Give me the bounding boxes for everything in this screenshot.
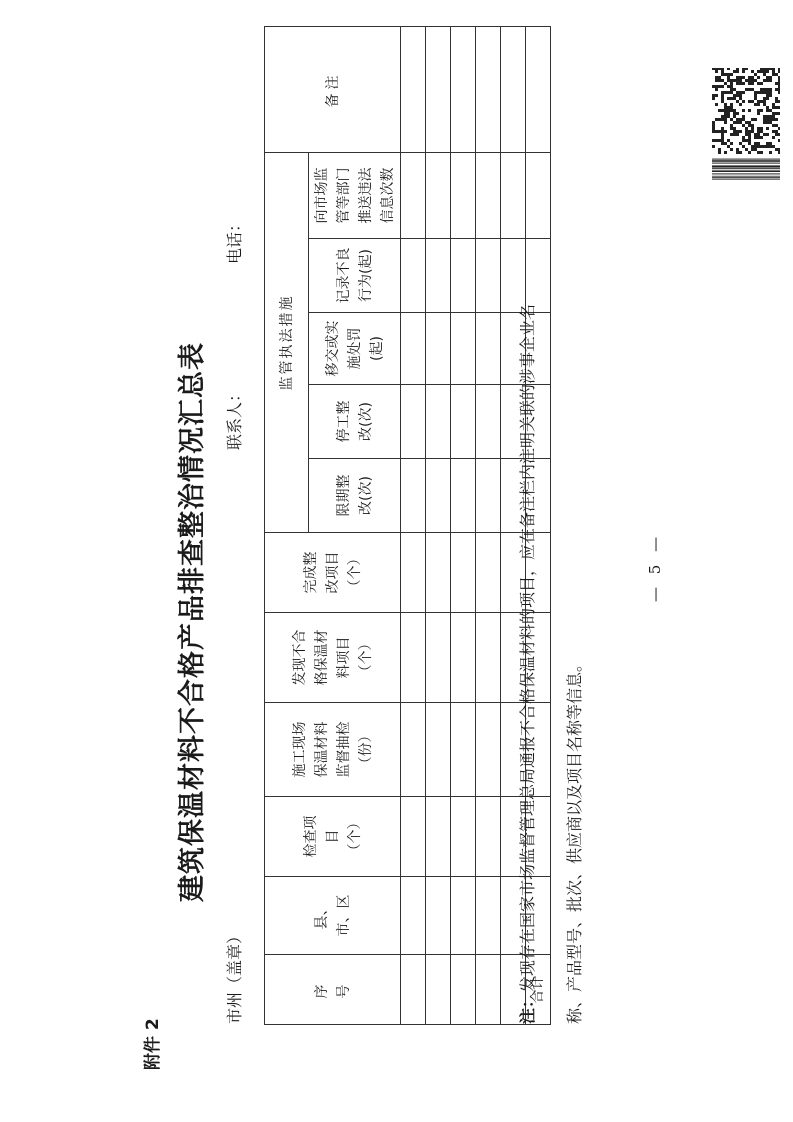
table-cell (451, 533, 476, 613)
table-cell (476, 385, 501, 459)
table-cell (476, 955, 501, 1025)
table-cell (401, 239, 426, 313)
table-cell (451, 313, 476, 385)
table-cell (426, 797, 451, 877)
table-cell (476, 27, 501, 153)
header-remarks: 备注 (265, 27, 401, 153)
header-check-projects: 检查项目（个） (265, 797, 401, 877)
total-label: 合计 (526, 955, 551, 1025)
table-cell (451, 239, 476, 313)
table-cell (426, 459, 451, 533)
table-cell (526, 153, 551, 239)
table-cell (401, 385, 426, 459)
note-prefix: 注： (518, 991, 537, 1024)
header-bad-record: 记录不良行为(起) (309, 239, 401, 313)
header-site-sampling: 施工现场保温材料监督抽检（份） (265, 703, 401, 797)
table-row (401, 27, 426, 1025)
header-county: 县、市、区 (265, 877, 401, 955)
header-completed-projects: 完成整改项目（个） (265, 533, 401, 613)
table-cell (476, 797, 501, 877)
table-cell (476, 613, 501, 703)
table-cell (476, 239, 501, 313)
table-cell (426, 153, 451, 239)
annex-label: 附件 2 (143, 1018, 163, 1070)
table-cell (401, 313, 426, 385)
table-cell (451, 153, 476, 239)
header-seq: 序号 (265, 955, 401, 1025)
table-cell (426, 613, 451, 703)
table-row (476, 27, 501, 1025)
header-penalty: 移交或实施处罚(起) (309, 313, 401, 385)
table-cell (501, 27, 526, 153)
table-cell (476, 877, 501, 955)
table-cell (426, 703, 451, 797)
table-cell (401, 27, 426, 153)
table-cell (426, 27, 451, 153)
header-push-info: 向市场监管等部门推送违法信息次数 (309, 153, 401, 239)
table-row (451, 27, 476, 1025)
table-cell (426, 533, 451, 613)
note-line-1 (515, 304, 541, 1024)
table-cell (526, 239, 551, 313)
table-cell (401, 153, 426, 239)
table-cell (501, 153, 526, 239)
contact-field: 联系人： (225, 385, 244, 450)
table-cell (426, 385, 451, 459)
table-cell (401, 459, 426, 533)
header-deadline-rectify: 限期整改(次) (309, 459, 401, 533)
table-cell (476, 703, 501, 797)
table-cell (451, 955, 476, 1025)
table-cell (451, 703, 476, 797)
header-enforcement-group: 监管执法措施 (265, 153, 309, 533)
qr-code-icon (712, 68, 780, 180)
table-cell (451, 27, 476, 153)
table-cell (401, 533, 426, 613)
summary-table (264, 26, 551, 1025)
table-cell (451, 877, 476, 955)
table-cell (501, 239, 526, 313)
table-cell (401, 877, 426, 955)
table-cell (401, 703, 426, 797)
table-cell (451, 385, 476, 459)
table-cell (476, 533, 501, 613)
table-cell (451, 613, 476, 703)
table-cell (476, 313, 501, 385)
header-stop-work-rectify: 停工整改(次) (309, 385, 401, 459)
table-cell (401, 613, 426, 703)
table-cell (476, 459, 501, 533)
table-cell (401, 797, 426, 877)
table-cell (426, 239, 451, 313)
note-line-2: 称、产品型号、批次、供应商以及项目名称等信息。 (565, 655, 584, 1024)
table-cell (426, 877, 451, 955)
table-cell (401, 955, 426, 1025)
table-cell (476, 153, 501, 239)
header-found-projects: 发现不合格保温材料项目（个） (265, 613, 401, 703)
note-text-1: 发现存在国家市场监督管理总局通报不合格保温材料的项目，应在备注栏内注明关联的涉事企业名 (518, 303, 537, 992)
table-cell (451, 797, 476, 877)
city-stamp-field: 市州（盖章） (225, 927, 244, 1024)
table-cell (426, 955, 451, 1025)
table-cell (526, 27, 551, 153)
page-number: — 5 — (646, 532, 664, 602)
phone-field: 电话： (225, 215, 244, 264)
table-cell (451, 459, 476, 533)
table-cell (426, 313, 451, 385)
page-title: 建筑保温材料不合格产品排查整治情况汇总表 (177, 342, 208, 902)
table-row (426, 27, 451, 1025)
